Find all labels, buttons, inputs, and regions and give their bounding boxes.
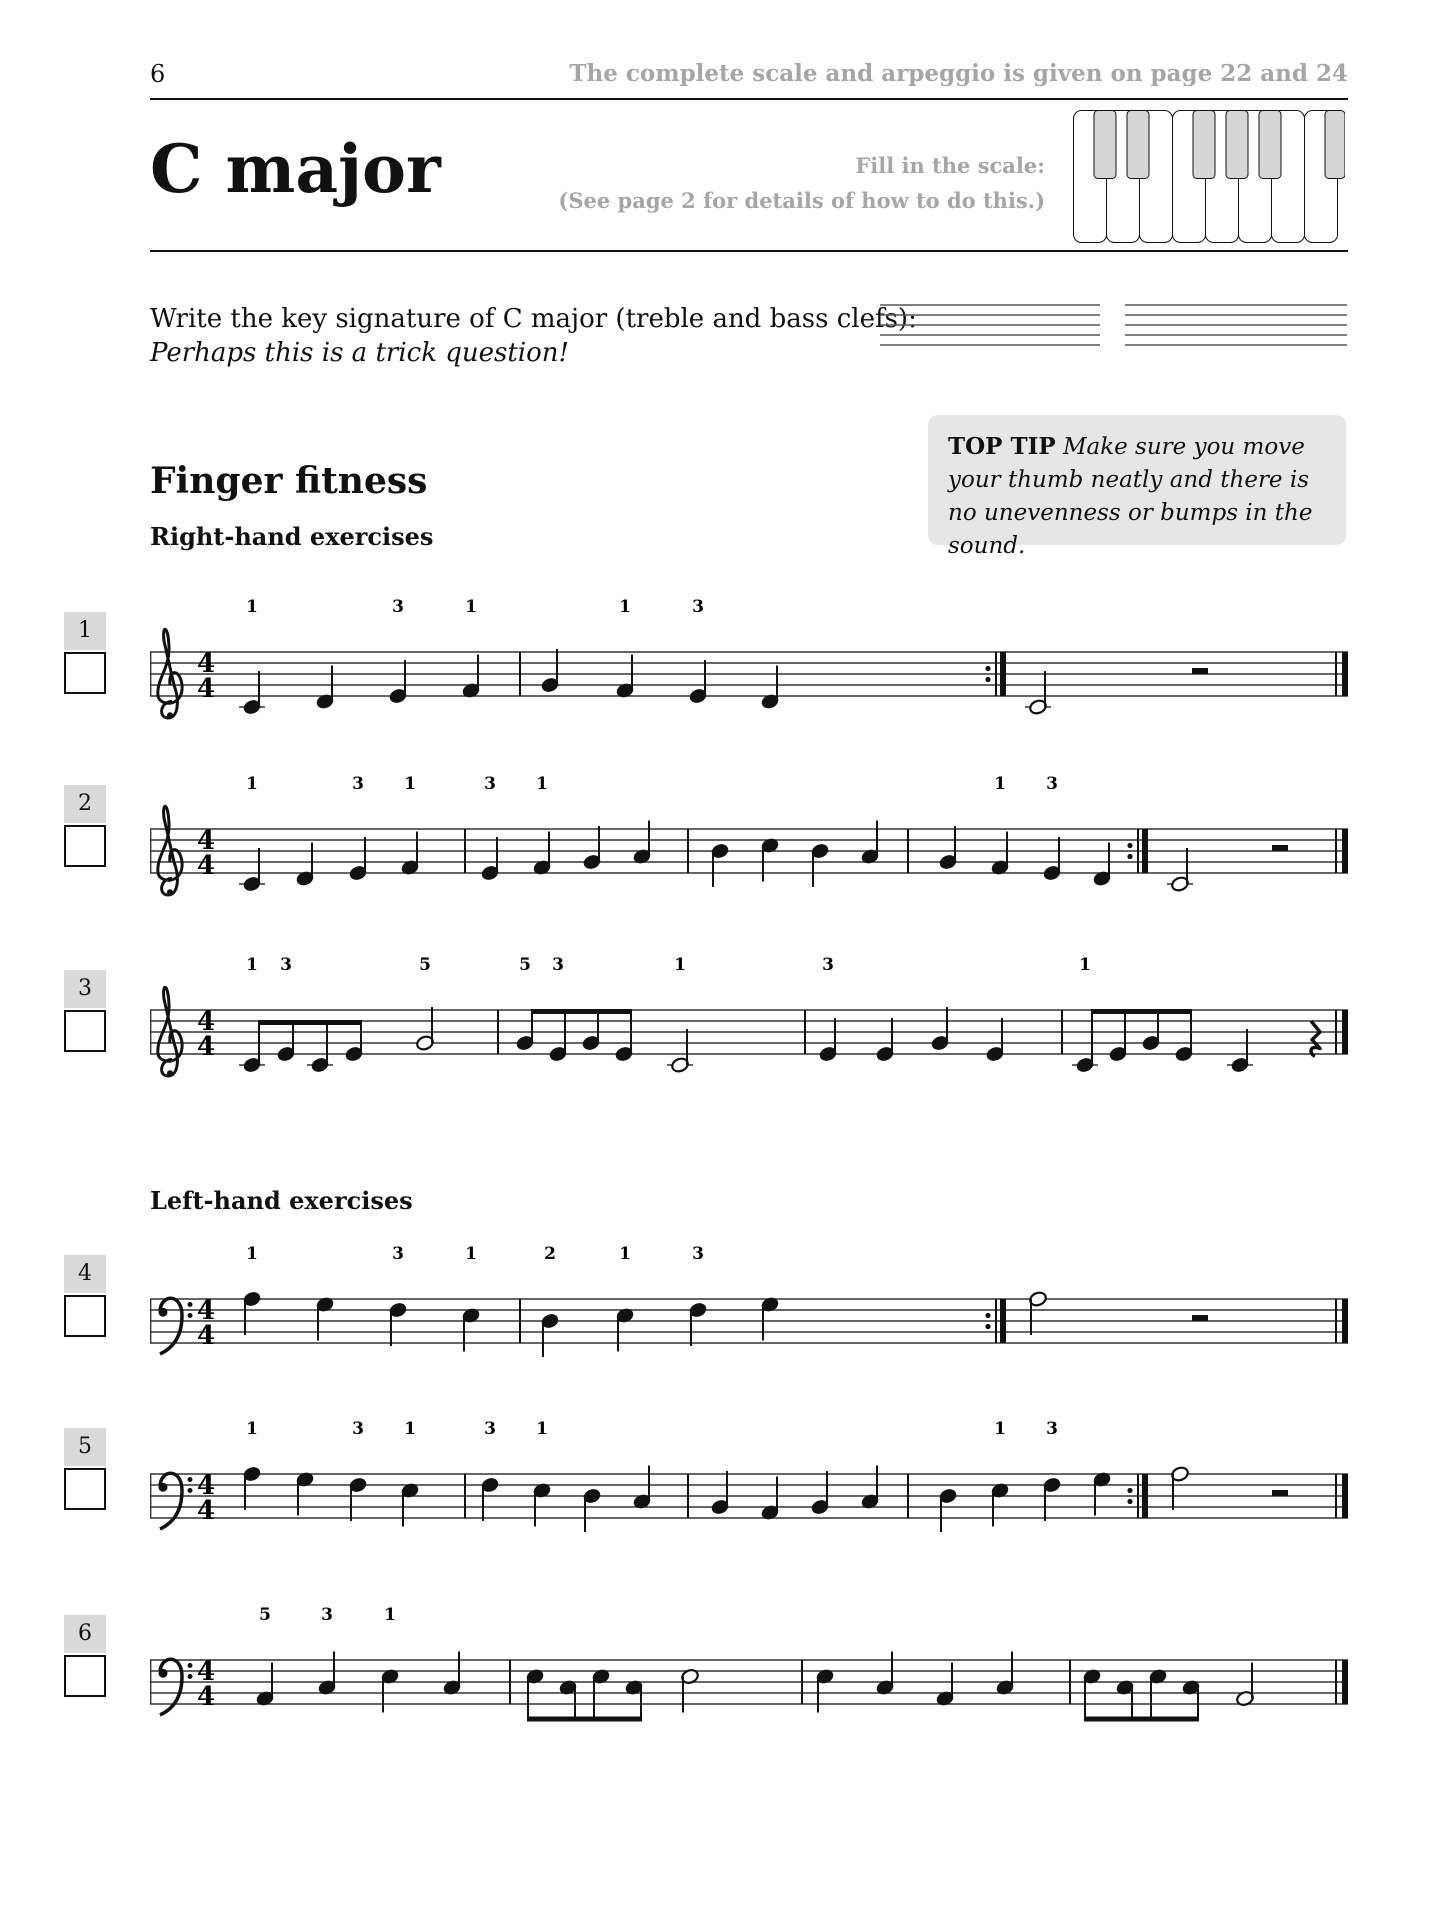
note-beam [1091,1009,1192,1014]
title-rule [150,250,1348,252]
fingering-number: 3 [484,1419,496,1439]
bass-clef [160,1298,182,1354]
exercise-6-staff [150,1598,1350,1728]
bass-clef-dot [188,1302,193,1307]
fingering-number: 1 [619,1244,631,1264]
final-thick-line [1342,1010,1348,1054]
final-thick-line [1342,1299,1348,1343]
fingering-number: 3 [352,1419,364,1439]
exercise-checkbox[interactable] [64,652,106,694]
black-key [1127,111,1149,179]
repeat-dot [985,666,990,671]
final-thick-line [1342,1660,1348,1704]
fingering-number: 1 [404,774,416,794]
fingering-number: 1 [994,774,1006,794]
exercise-checkbox[interactable] [64,1468,106,1510]
bass-clef-dot [188,1674,193,1679]
key-signature-hint: Perhaps this is a trick question! [150,338,569,368]
exercise-checkbox[interactable] [64,1655,106,1697]
exercise-number: 2 [64,785,106,823]
left-hand-heading: Left-hand exercises [150,1186,413,1215]
exercise-checkbox[interactable] [64,825,106,867]
fingering-number: 3 [1046,1419,1058,1439]
repeat-dot [1127,1488,1132,1493]
time-signature-bottom: 4 [196,1682,216,1712]
bass-clef-head [159,1483,168,1492]
time-signature-bottom: 4 [196,1032,216,1062]
repeat-thick-line [1000,1299,1006,1343]
half-rest [1272,845,1288,851]
treble-clef [158,806,182,895]
finger-fitness-heading: Finger fitness [150,460,428,502]
treble-clef-dot [167,712,173,718]
treble-clef [158,629,182,718]
fingering-number: 1 [246,774,258,794]
fingering-number: 1 [384,1605,396,1625]
fingering-number: 3 [692,1244,704,1264]
piano-keyboard[interactable] [1073,110,1345,244]
fingering-number: 3 [1046,774,1058,794]
exercise-checkbox[interactable] [64,1010,106,1052]
exercise-3-staff [150,948,1350,1078]
bass-clef-dot [188,1663,193,1668]
fingering-number: 1 [246,955,258,975]
exercise-4-staff [150,1237,1350,1367]
time-signature-top: 4 [196,1296,216,1326]
exercise-checkbox[interactable] [64,1295,106,1337]
time-signature-bottom: 4 [196,1496,216,1526]
top-tip-label: TOP TIP [948,433,1056,460]
fingering-number: 2 [544,1244,556,1264]
fingering-number: 1 [1079,955,1091,975]
fingering-number: 5 [419,955,431,975]
fingering-number: 5 [259,1605,271,1625]
note-beam [1084,1717,1199,1722]
fingering-number: 1 [246,597,258,617]
repeat-dot [985,1324,990,1329]
treble-clef-dot [167,1070,173,1076]
top-tip-text [948,430,1338,563]
bass-clef-dot [188,1477,193,1482]
fill-scale-label: Fill in the scale: [855,153,1045,178]
fingering-number: 1 [619,597,631,617]
fingering-number: 3 [552,955,564,975]
fingering-number: 1 [465,597,477,617]
exercise-number: 5 [64,1428,106,1466]
repeat-thick-line [1000,652,1006,696]
repeat-thick-line [1142,1474,1148,1518]
fingering-number: 3 [692,597,704,617]
exercise-number: 4 [64,1255,106,1293]
time-signature-bottom: 4 [196,1321,216,1351]
half-rest [1272,1490,1288,1496]
time-signature-bottom: 4 [196,851,216,881]
exercise-number: 6 [64,1615,106,1653]
repeat-dot [1127,854,1132,859]
black-key [1193,111,1215,179]
note-beam [531,1009,632,1014]
fingering-number: 1 [536,774,548,794]
fingering-number: 3 [352,774,364,794]
exercise-number: 1 [64,612,106,650]
time-signature-top: 4 [196,826,216,856]
black-key [1325,111,1345,179]
fingering-number: 1 [246,1419,258,1439]
bass-clef [160,1659,182,1715]
time-signature-bottom: 4 [196,674,216,704]
fingering-number: 1 [465,1244,477,1264]
page-title: C major [150,130,441,208]
fingering-number: 1 [536,1419,548,1439]
black-key [1226,111,1248,179]
bass-key-signature-staff[interactable] [1125,303,1347,351]
time-signature-top: 4 [196,1657,216,1687]
treble-key-signature-staff[interactable] [880,303,1100,351]
right-hand-heading: Right-hand exercises [150,522,434,551]
half-rest [1192,1315,1208,1321]
fingering-number: 3 [280,955,292,975]
exercise-1-staff [150,590,1350,720]
fill-scale-details: (See page 2 for details of how to do this.) [558,188,1045,213]
bass-clef-head [159,1669,168,1678]
bass-clef-dot [188,1313,193,1318]
fingering-number: 3 [822,955,834,975]
repeat-thick-line [1142,829,1148,873]
exercise-number: 3 [64,970,106,1008]
header-note: The complete scale and arpeggio is given on page 22 and 24 [569,60,1348,87]
fingering-number: 3 [392,1244,404,1264]
exercise-2-staff [150,767,1350,897]
final-thick-line [1342,829,1348,873]
fingering-number: 1 [404,1419,416,1439]
repeat-dot [985,677,990,682]
bass-clef [160,1473,182,1529]
bass-clef-head [159,1308,168,1317]
fingering-number: 3 [321,1605,333,1625]
treble-clef [158,987,182,1076]
fingering-number: 1 [674,955,686,975]
quarter-rest [1311,1021,1320,1056]
half-rest [1192,668,1208,674]
bass-clef-dot [188,1488,193,1493]
repeat-dot [985,1313,990,1318]
header-rule [150,98,1348,100]
fingering-number: 1 [246,1244,258,1264]
key-signature-instruction [150,302,917,370]
treble-clef-dot [167,889,173,895]
black-key [1094,111,1116,179]
key-signature-prompt: Write the key signature of C major (treble and bass clefs): [150,304,917,334]
fingering-number: 3 [484,774,496,794]
repeat-dot [1127,843,1132,848]
time-signature-top: 4 [196,1471,216,1501]
final-thick-line [1342,1474,1348,1518]
page-number: 6 [150,60,166,88]
black-key [1259,111,1281,179]
exercise-5-staff [150,1412,1350,1542]
fingering-number: 5 [519,955,531,975]
top-tip-body: Make sure you move your thumb neatly and there is no unevenness or bumps in the sound. [948,434,1313,559]
final-thick-line [1342,652,1348,696]
note-beam [258,1020,362,1025]
fingering-number: 1 [994,1419,1006,1439]
time-signature-top: 4 [196,649,216,679]
repeat-dot [1127,1499,1132,1504]
fingering-number: 3 [392,597,404,617]
note-beam [527,1717,642,1722]
time-signature-top: 4 [196,1007,216,1037]
